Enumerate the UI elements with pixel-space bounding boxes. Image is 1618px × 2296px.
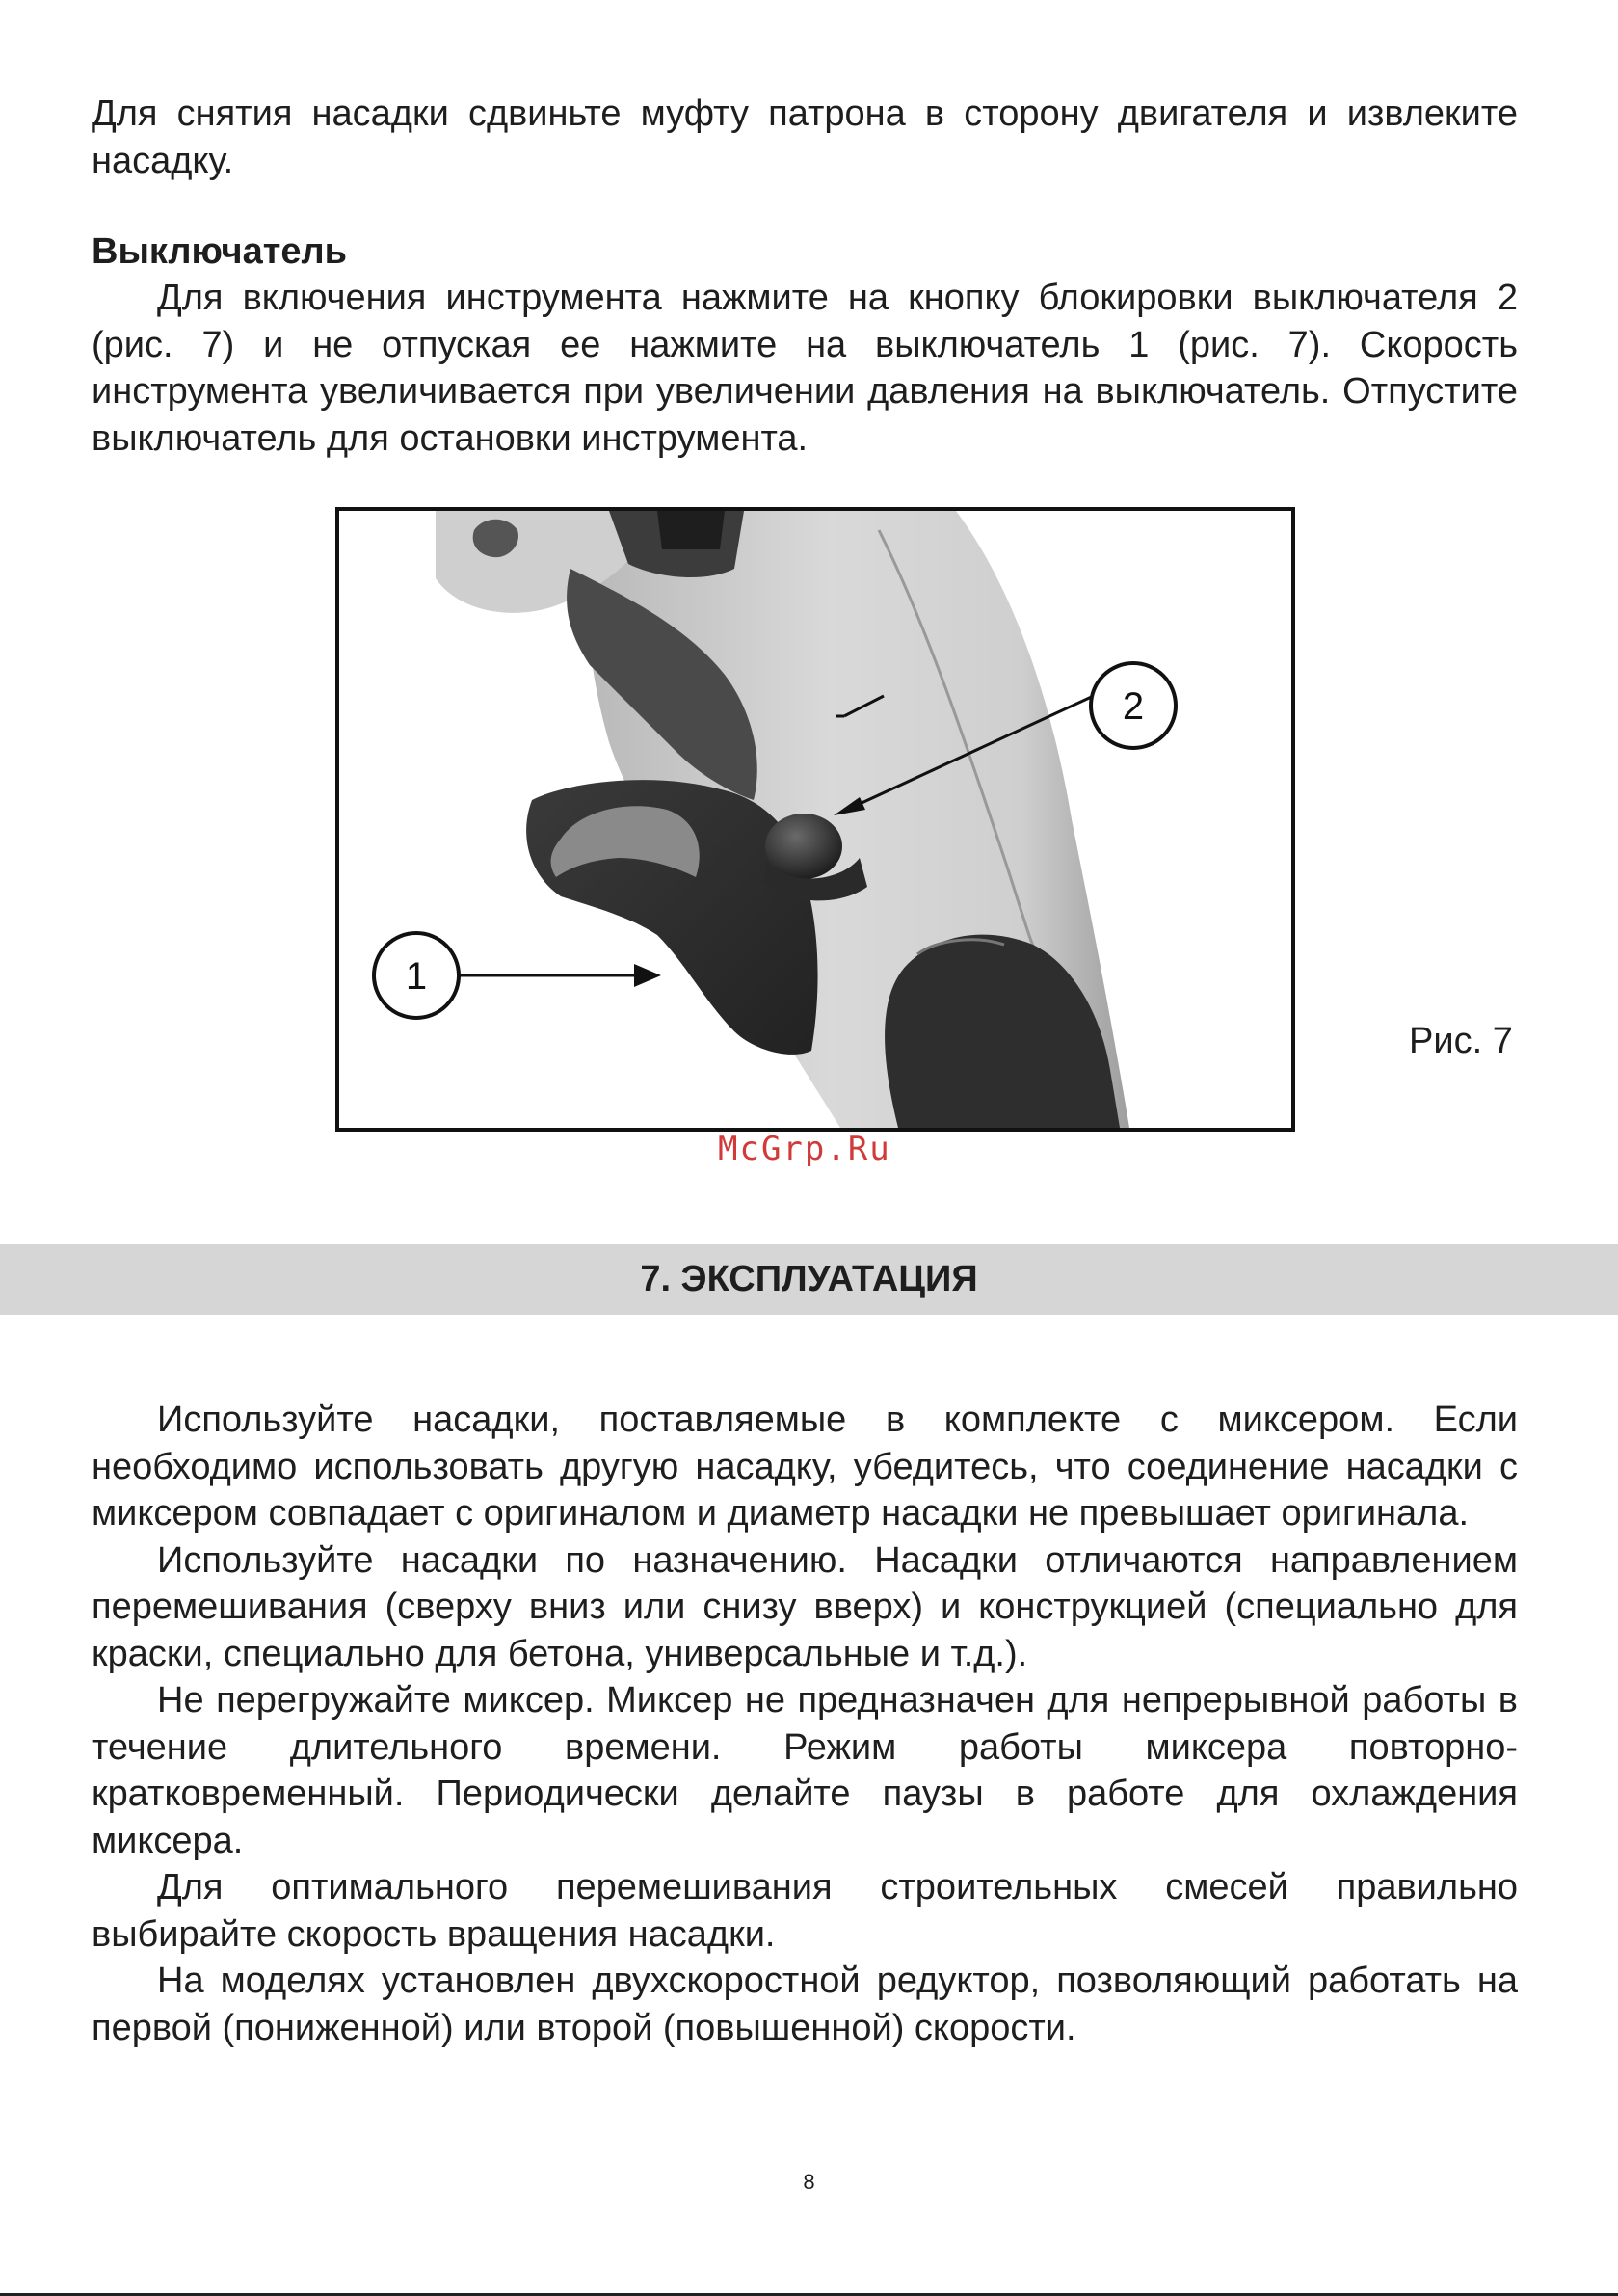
watermark-text: McGrp.Ru [718,1130,891,1168]
switch-text: Для включения инструмента нажмите на кнопку блокировки выключателя 2 (рис. 7) и не отпуская ее нажмите на выключатель 1 (рис. 7). Скорость инструмента увеличивается при увеличении давления на выключатель. Отпустите выключатель для остановки инструмента. [92,278,1518,459]
section-title: 7. ЭКСПЛУАТАЦИЯ [640,1259,978,1299]
operation-paragraph-3: Не перегружайте миксер. Миксер не предназначен для непрерывной работы в течение длительного времени. Режим работы миксера повторно-кратковременный. Периодически делайте паузы в работе для охлаждения миксера. [92,1680,1518,1861]
operation-paragraph-1: Используйте насадки, поставляемые в комплекте с миксером. Если необходимо использовать другую насадку, убедитесь, что соединение насадки с миксером совпадает с оригиналом и диаметр насадки не превышает оригинала. [92,1400,1518,1534]
removal-text: Для снятия насадки сдвиньте муфту патрона в сторону двигателя и извлеките насадку. [92,93,1518,181]
callout-1-label: 1 [405,955,428,998]
callout-2-label: 2 [1122,685,1145,728]
operation-paragraph-4: Для оптимального перемешивания строительных смесей правильно выбирайте скорость вращения насадки. [92,1867,1518,1955]
figure-7 [335,507,1295,1132]
figure-caption: Рис. 7 [1409,1021,1513,1061]
switch-paragraph [92,275,1518,462]
switch-heading: Выключатель [92,231,347,272]
operation-paragraph-2: Используйте насадки по назначению. Насадки отличаются направлением перемешивания (сверху вниз или снизу вверх) и конструкцией (специально для краски, специально для бетона, универсальные и т.д.). [92,1539,1518,1674]
page-number: 8 [803,2170,815,2194]
section-header-bar [0,1244,1618,1315]
operation-paragraph-5: На моделях установлен двухскоростной редуктор, позволяющий работать на первой (пониженной) или второй (повышенной) скорости. [92,1961,1518,2048]
operation-paragraphs [92,1397,1518,2051]
removal-paragraph [92,91,1518,184]
mixer-handle-photo [339,511,1291,1128]
